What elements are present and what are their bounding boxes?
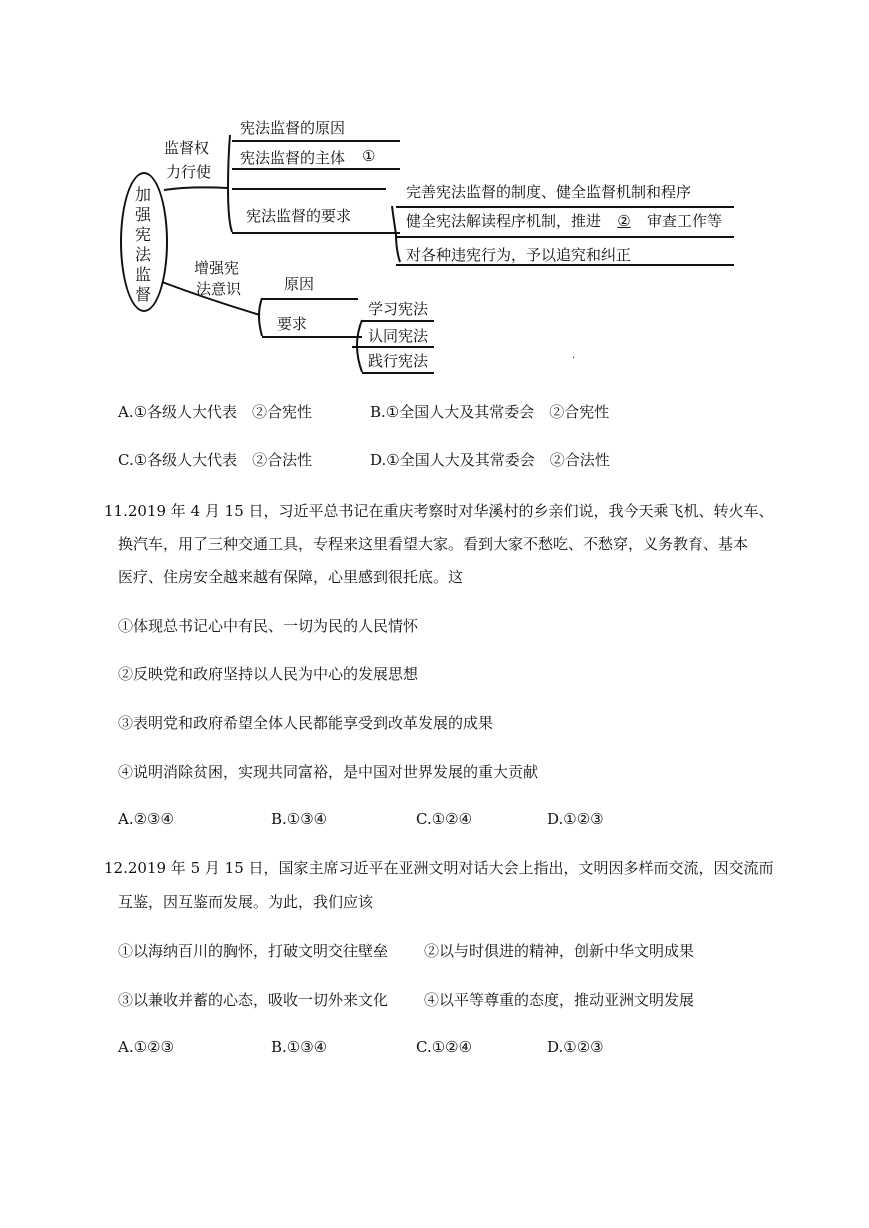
q11-statement-1: ①体现总书记心中有民、一切为民的人民情怀 bbox=[118, 617, 419, 635]
req3-text: 对各种违宪行为，予以追究和纠正 bbox=[406, 246, 632, 264]
q11-statement-2: ②反映党和政府坚持以人民为中心的发展思想 bbox=[118, 665, 419, 683]
q11-option-c[interactable]: C.①②④ bbox=[416, 810, 473, 828]
branch1-label-1: 监督权 bbox=[164, 139, 210, 157]
q12-option-c[interactable]: C.①②④ bbox=[416, 1038, 473, 1056]
subject-label: 宪法监督的主体 bbox=[240, 149, 346, 167]
q10-option-a[interactable]: A.①各级人大代表 ②合宪性 bbox=[118, 403, 313, 421]
q10-option-d[interactable]: D.①全国人大及其常委会 ②合法性 bbox=[370, 451, 610, 469]
q12-statement-2: ②以与时俱进的精神，创新中华文明成果 bbox=[424, 942, 695, 960]
subject-blank: ① bbox=[362, 147, 376, 165]
req2-text bbox=[406, 210, 722, 231]
q12-statement-4: ④以平等尊重的态度，推动亚洲文明发展 bbox=[424, 991, 695, 1009]
q12-option-a[interactable]: A.①②③ bbox=[118, 1038, 174, 1056]
req1-text: 完善宪法监督的制度、健全监督机制和程序 bbox=[406, 183, 692, 201]
q11-option-a[interactable]: A.②③④ bbox=[118, 810, 174, 828]
q11-option-d[interactable]: D.①②③ bbox=[547, 810, 604, 828]
q12-option-b[interactable]: B.①③④ bbox=[271, 1038, 328, 1056]
q11-option-b[interactable]: B.①③④ bbox=[271, 810, 328, 828]
q11-line-3: 医疗、住房安全越来越有保障，心里感到很托底。这 bbox=[118, 568, 464, 586]
requirement-label: 宪法监督的要求 bbox=[246, 207, 352, 225]
q11-line-1: 11.2019 年 4 月 15 日，习近平总书记在重庆考察时对华溪村的乡亲们说，我今天乘飞机、转火车、 bbox=[104, 502, 774, 520]
branch1-label-2: 力行使 bbox=[166, 163, 212, 181]
b2-require: 要求 bbox=[277, 315, 308, 333]
q12-option-d[interactable]: D.①②③ bbox=[547, 1038, 604, 1056]
q12-line-2: 互鉴，因互鉴而发展。为此，我们应该 bbox=[118, 893, 374, 911]
branch2-label-1: 增强宪 bbox=[194, 259, 240, 277]
learn-constitution: 学习宪法 bbox=[368, 300, 429, 318]
reason-label: 宪法监督的原因 bbox=[240, 119, 346, 137]
b2-reason: 原因 bbox=[284, 275, 315, 293]
req2-suffix: 审查工作等 bbox=[647, 212, 723, 230]
req2-blank: ② bbox=[617, 212, 631, 230]
q11-statement-3: ③表明党和政府希望全体人民都能享受到改革发展的成果 bbox=[118, 714, 494, 732]
q11-line-2: 换汽车，用了三种交通工具，专程来这里看望大家。看到大家不愁吃、不愁穿，义务教育、基本 bbox=[118, 535, 749, 553]
practice-constitution: 践行宪法 bbox=[368, 352, 429, 370]
branch2-label-2: 法意识 bbox=[196, 280, 242, 298]
q12-statement-3: ③以兼收并蓄的心态，吸收一切外来文化 bbox=[118, 991, 389, 1009]
q12-statement-1: ①以海纳百川的胸怀，打破文明交往壁垒 bbox=[118, 942, 389, 960]
stray-dot: . bbox=[572, 350, 576, 361]
q10-option-c[interactable]: C.①各级人大代表 ②合法性 bbox=[118, 451, 313, 469]
req2-prefix: 健全宪法解读程序机制，推进 bbox=[406, 212, 602, 230]
q12-line-1: 12.2019 年 5 月 15 日，国家主席习近平在亚洲文明对话大会上指出，文明因多样而交流，因交流而 bbox=[104, 859, 774, 877]
q11-statement-4: ④说明消除贫困，实现共同富裕，是中国对世界发展的重大贡献 bbox=[118, 763, 539, 781]
q10-option-b[interactable]: B.①全国人大及其常委会 ②合宪性 bbox=[370, 403, 610, 421]
root-label: 加强宪法监督 bbox=[134, 185, 151, 304]
agree-constitution: 认同宪法 bbox=[368, 327, 429, 345]
